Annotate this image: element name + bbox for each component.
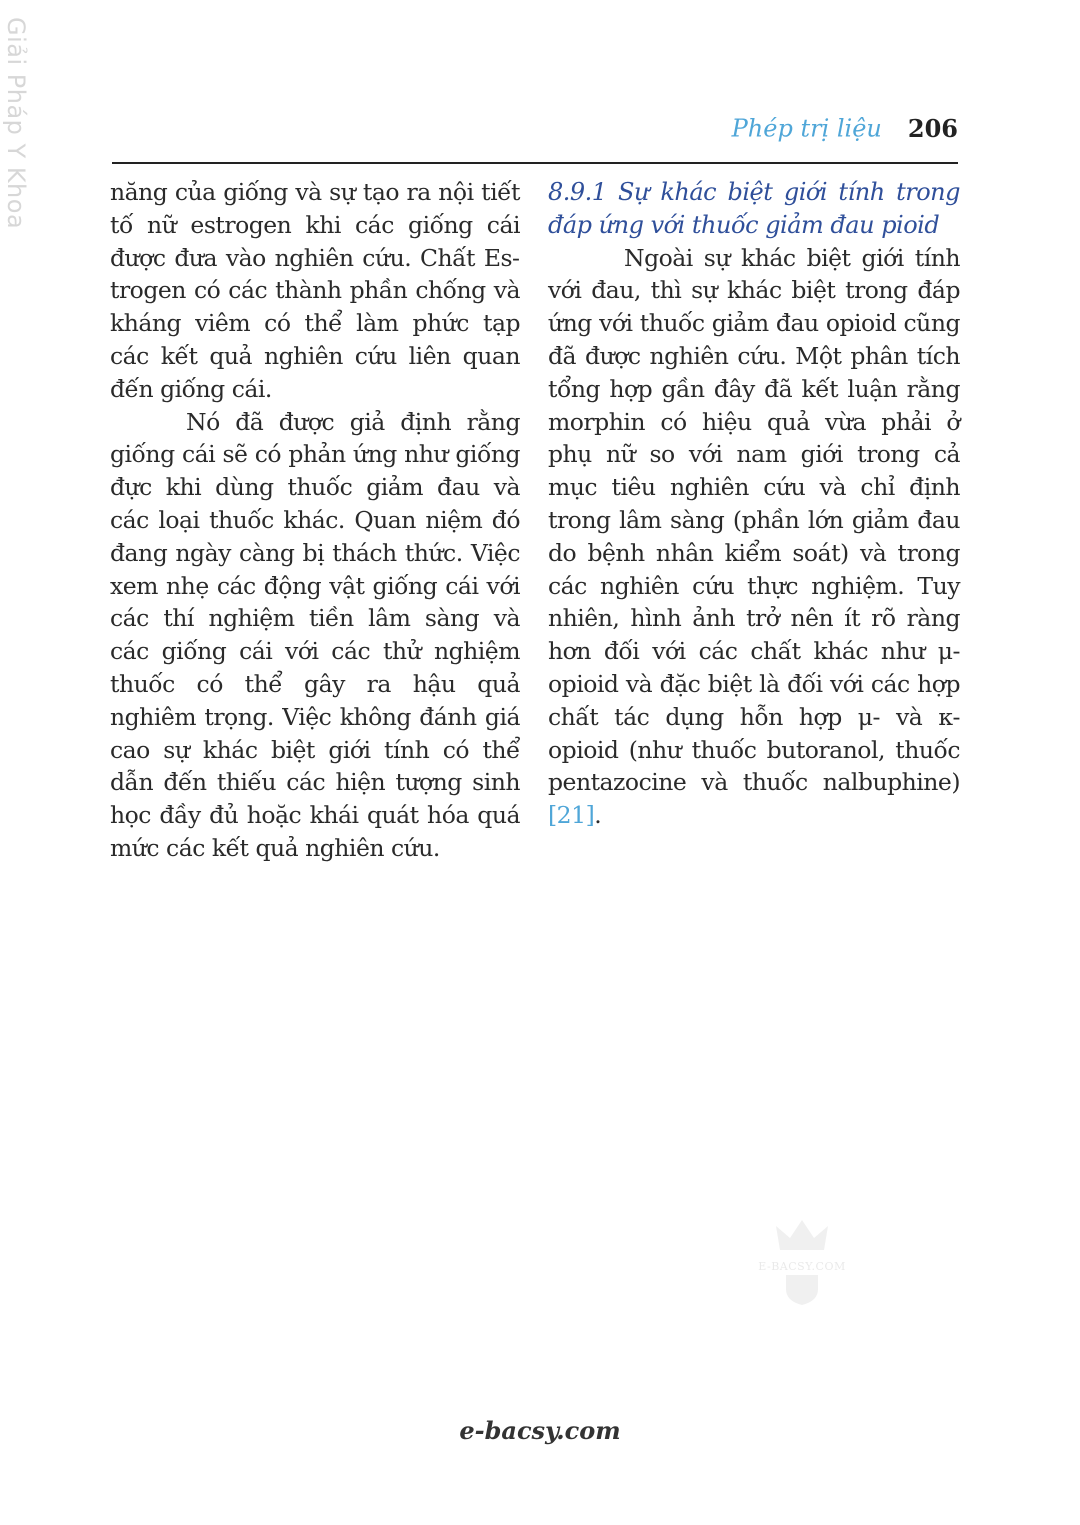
paragraph-end-punct: .	[594, 801, 602, 830]
citation-link[interactable]: [21]	[548, 801, 595, 830]
footer-site: e-bacsy.com	[459, 1416, 621, 1445]
watermark-logo	[752, 1216, 852, 1306]
right-paragraph-1-text: Ngoài sự khác biệt giới tính với đau, thì sự khác biệt trong đáp ứng với thuốc giảm đau opioid cũng đã được nghiên cứu. Một phân tích tổng hợp gần đây đã kết luận rằng morphin có hiệu quả vừa phải ở phụ nữ so với nam giới trong cả mục tiêu nghiên cứu và chỉ định trong lâm sàng (phần lớn giảm đau do bệnh nhân kiểm soát) và trong các nghiên cứu thực nghiệm. Tuy nhiên, hình ảnh trở nên ít rõ ràng hơn đối với các chất khác như μ-opioid và đặc biệt là đối với các hợp chất tác dụng hỗn hợp μ- và κ-opioid (như thuốc butoranol, thuốc pentazocine và thuốc nalbuphine)	[548, 243, 960, 797]
watermark-text: E-BACSY.COM	[758, 1260, 846, 1273]
left-paragraph-2: Nó đã được giả định rằng giống cái sẽ có phản ứng như giống đực khi dùng thuốc giảm đau và các loại thuốc khác. Quan niệm đó đang ngày càng bị thách thức. Việc xem nhẹ các động vật giống cái với các thí nghiệm tiền lâm sàng và các giống cái với các thử nghiệm thuốc có thể gây ra hậu quả nghiêm trọng. Việc không đánh giá cao sự khác biệt giới tính có thể dẫn đến thiếu các hiện tượng sinh học đầy đủ hoặc khái quát hóa quá mức các kết quả nghiên cứu.	[110, 407, 520, 862]
section-heading: 8.9.1 Sự khác biệt giới tính trong đáp ứng với thuốc giảm đau pioid	[548, 178, 960, 239]
page-header	[112, 114, 958, 154]
left-paragraph-1: năng của giống và sự tạo ra nội tiết tố nữ estrogen khi các giống cái được đưa vào nghiên cứu. Chất Estrogen có các thành phần chống và kháng viêm có thể làm phức tạp các kết quả nghiên cứu liên quan đến giống cái.	[110, 178, 520, 403]
right-paragraph-1	[548, 242, 960, 832]
shield-icon	[782, 1273, 822, 1307]
left-column	[110, 176, 520, 865]
side-watermark-label: Giải Pháp Y Khoa	[2, 17, 30, 230]
crown-icon	[772, 1216, 832, 1256]
chapter-title: Phép trị liệu	[731, 114, 882, 143]
header-divider	[112, 162, 958, 164]
right-column	[548, 176, 960, 832]
page-number: 206	[907, 114, 958, 143]
